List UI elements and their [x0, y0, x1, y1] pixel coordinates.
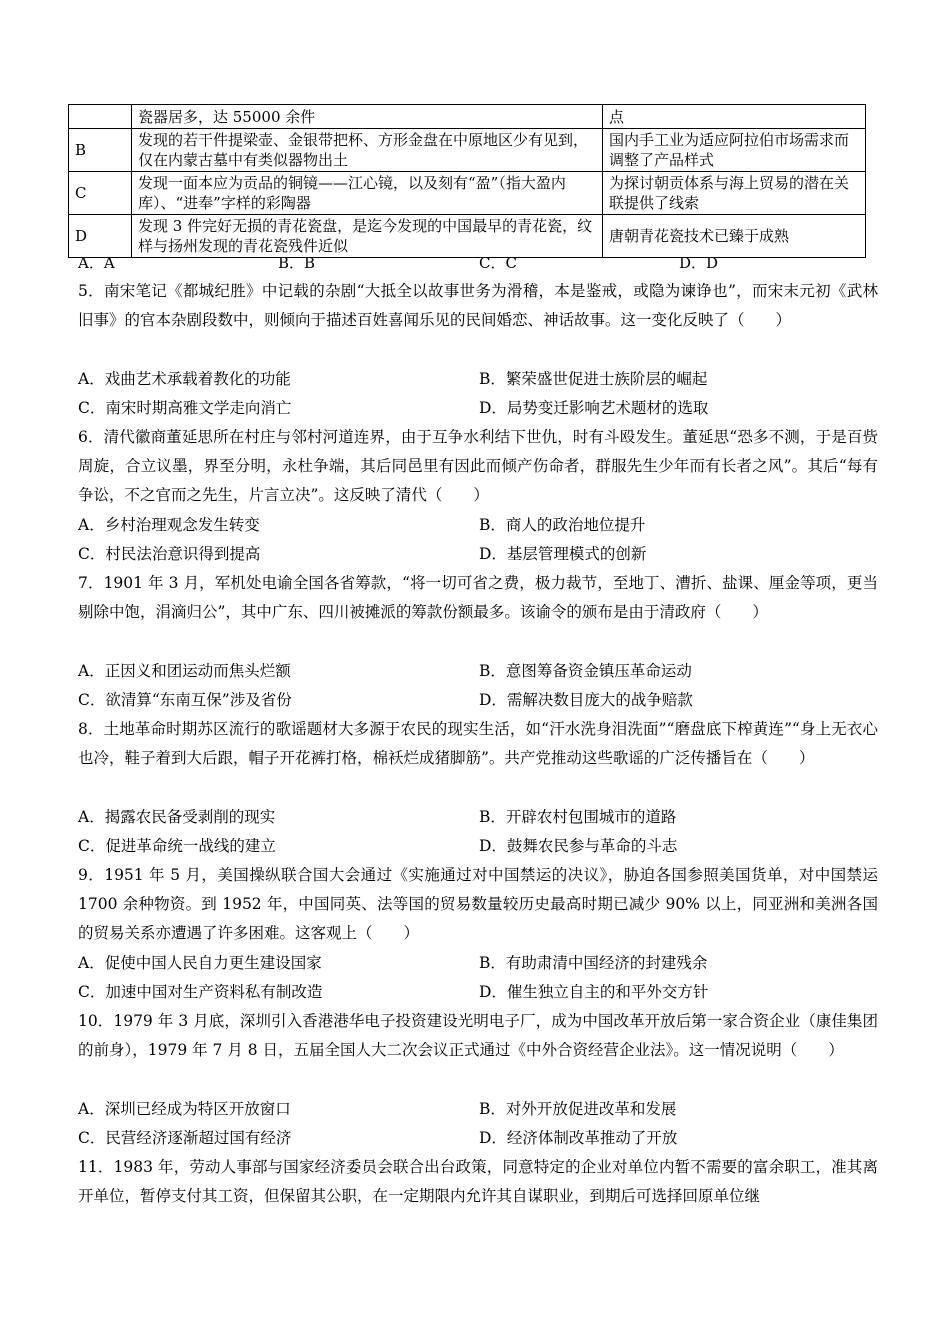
- table-cell-significance: 点: [603, 105, 866, 129]
- option-b[interactable]: B．繁荣盛世促进士族阶层的崛起: [479, 370, 708, 388]
- options-row: [78, 365, 878, 394]
- question-text: 11．1983 年，劳动人事部与国家经济委员会联合出台政策，同意特定的企业对单位内暂不需要的富余职工，准其离开单位，暂停支付其工资，但保留其公职，在一定期限内允许其自谋职业，到期后可选择回原单位继: [78, 1158, 878, 1205]
- table-cell-significance: 国内手工业为适应阿拉伯市场需求而调整了产品样式: [603, 129, 866, 172]
- option-c[interactable]: C．加速中国对生产资料私有制改造: [78, 983, 323, 1001]
- table-row: [69, 172, 866, 215]
- option-a[interactable]: A．戏曲艺术承载着教化的功能: [78, 370, 291, 388]
- option-d[interactable]: D．鼓舞农民参与革命的斗志: [479, 837, 678, 855]
- table-cell-finding: 发现的若干件提梁壶、金银带把杯、方形金盘在中原地区少有见到，仅在内蒙古墓中有类似器物出土: [132, 129, 603, 172]
- table-row: [69, 129, 866, 172]
- options-row: [78, 949, 878, 978]
- option-b[interactable]: B．B: [278, 254, 316, 272]
- option-b[interactable]: B．对外开放促进改革和发展: [479, 1100, 677, 1118]
- table-row: [69, 105, 866, 129]
- option-a[interactable]: A．乡村治理观念发生转变: [78, 516, 260, 534]
- table-cell-significance: 为探讨朝贡体系与海上贸易的潜在关联提供了线索: [603, 172, 866, 215]
- option-b[interactable]: B．商人的政治地位提升: [479, 516, 646, 534]
- question-text: 5．南宋笔记《都城纪胜》中记载的杂剧“大抵全以故事世务为滑稽，本是鉴戒，或隐为谏诤也”，而宋末元初《武林旧事》的官本杂剧段数中，则倾向于描述百姓喜闻乐见的民间婚恋、神话故事。这一变化反映了（ ）: [78, 282, 878, 329]
- table-cell-label: C: [69, 172, 132, 215]
- table-cell-label: B: [69, 129, 132, 172]
- option-c[interactable]: C．欲清算“东南互保”涉及省份: [78, 691, 292, 709]
- table-cell-finding: 发现一面本应为贡品的铜镜——江心镜，以及刻有“盈”（指大盈内库）、“进奉”字样的彩陶器: [132, 172, 603, 215]
- table-cell-finding: 瓷器居多，达 55000 余件: [132, 105, 603, 129]
- option-c[interactable]: C．促进革命统一战线的建立: [78, 837, 276, 855]
- options-row: [78, 394, 878, 423]
- options-row: [78, 978, 878, 1007]
- option-d[interactable]: D．基层管理模式的创新: [479, 545, 647, 563]
- option-b[interactable]: B．开辟农村包围城市的道路: [479, 808, 677, 826]
- option-a[interactable]: A．深圳已经成为特区开放窗口: [78, 1100, 291, 1118]
- option-c[interactable]: C．民营经济逐渐超过国有经济: [78, 1129, 292, 1147]
- options-row: [78, 803, 878, 832]
- table-cell-label: D: [69, 215, 132, 258]
- option-d[interactable]: D．D: [679, 254, 719, 272]
- question-8-stem: [78, 715, 878, 773]
- option-a[interactable]: A．正因义和团运动而焦头烂额: [78, 662, 291, 680]
- option-a[interactable]: A．揭露农民备受剥削的现实: [78, 808, 276, 826]
- comparison-table: [68, 104, 866, 258]
- option-c[interactable]: C．南宋时期高雅文学走向消亡: [78, 399, 292, 417]
- option-a[interactable]: A．A: [78, 254, 115, 272]
- option-d[interactable]: D．需解决数目庞大的战争赔款: [479, 691, 693, 709]
- question-text: 8．土地革命时期苏区流行的歌谣题材大多源于农民的现实生活，如“汗水洗身泪洗面”“磨盘底下榨黄连”“身上无衣心也冷，鞋子着到大后跟，帽子开花裤打格，棉袄烂成猪脚筋”。共产党推动这些歌谣的广泛传播旨在（ ）: [78, 720, 878, 767]
- options-row: [78, 657, 878, 686]
- question-text: 7．1901 年 3 月，军机处电谕全国各省筹款，“将一切可省之费，极力裁节，至地丁、漕折、盐课、厘金等项，更当剔除中饱，涓滴归公”，其中广东、四川被摊派的筹款份额最多。该谕令的颁布是由于清政府（ ）: [78, 574, 878, 621]
- options-row: [78, 832, 878, 861]
- option-a[interactable]: A．促使中国人民自力更生建设国家: [78, 954, 322, 972]
- option-d[interactable]: D．经济体制改革推动了开放: [479, 1129, 678, 1147]
- table-cell-label: [69, 105, 132, 129]
- table-cell-finding: 发现 3 件完好无损的青花瓷盘，是迄今发现的中国最早的青花瓷，纹样与扬州发现的青花瓷残件近似: [132, 215, 603, 258]
- option-b[interactable]: B．有助肃清中国经济的封建残余: [479, 954, 708, 972]
- option-c[interactable]: C．村民法治意识得到提高: [78, 545, 261, 563]
- question-6-stem: [78, 423, 878, 510]
- question-text: 6．清代徽商董延思所在村庄与邻村河道连界，由于互争水利结下世仇，时有斗殴发生。董延思“恐多不测，于是百赀周旋，合立议墨，界至分明，永杜争端，其后同邑里有因此而倾产伤命者，群服先生少年而有长者之风”。其后“每有争讼，不之官而之先生，片言立决”。这反映了清代（ ）: [78, 428, 878, 504]
- question-text: 9．1951 年 5 月，美国操纵联合国大会通过《实施通过对中国禁运的决议》，胁迫各国参照美国货单，对中国禁运 1700 余种物资。到 1952 年，中国同英、法等国的贸易数量较历史最高时期已减少 90% 以上，同亚洲和美洲各国的贸易关系亦遭遇了许多困难。这客观上（ ）: [78, 866, 878, 942]
- options-row: [78, 540, 878, 569]
- option-d[interactable]: D．局势变迁影响艺术题材的选取: [479, 399, 709, 417]
- question-4-options: [78, 252, 858, 274]
- options-row: [78, 1124, 878, 1153]
- question-text: 10．1979 年 3 月底，深圳引入香港港华电子投资建设光明电子厂，成为中国改革开放后第一家合资企业（康佳集团的前身），1979 年 7 月 8 日，五届全国人大二次会议正式通过《中外合资经营企业法》。这一情况说明（ ）: [78, 1012, 878, 1059]
- options-row: [78, 511, 878, 540]
- question-7-stem: [78, 569, 878, 627]
- options-row: [78, 686, 878, 715]
- table-cell-significance: 唐朝青花瓷技术已臻于成熟: [603, 215, 866, 258]
- question-11-stem: [78, 1153, 878, 1211]
- question-5-stem: [78, 277, 878, 335]
- option-c[interactable]: C．C: [479, 254, 517, 272]
- options-row: [78, 1095, 878, 1124]
- option-d[interactable]: D．催生独立自主的和平外交方针: [479, 983, 709, 1001]
- option-b[interactable]: B．意图筹备资金镇压革命运动: [479, 662, 692, 680]
- question-10-stem: [78, 1007, 878, 1065]
- question-9-stem: [78, 861, 878, 948]
